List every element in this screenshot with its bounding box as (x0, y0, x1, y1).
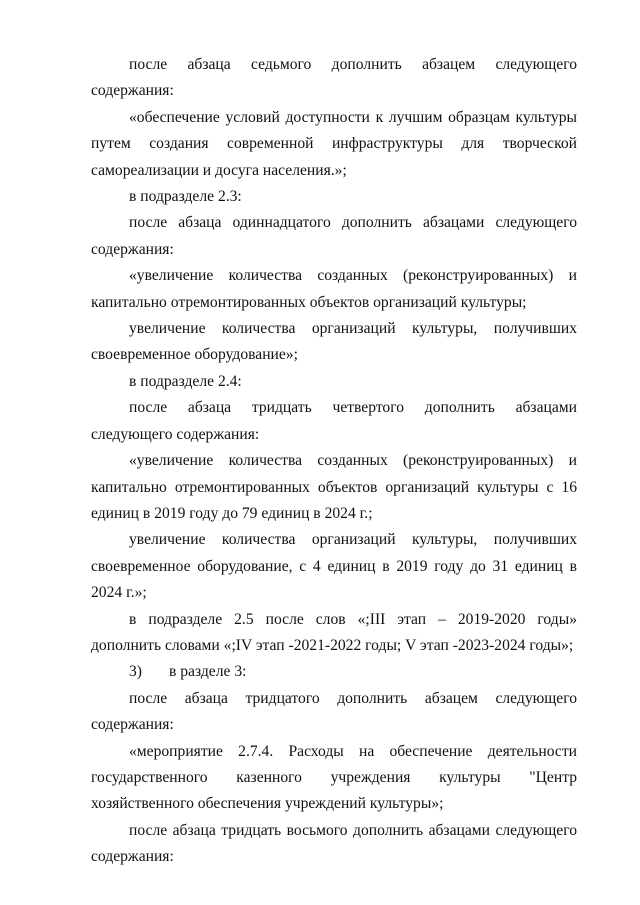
paragraph-8: после абзаца тридцать четвертого дополнить абзацами следующего содержания: (91, 399, 577, 443)
list-item-3 (91, 659, 577, 685)
paragraph-13: «мероприятие 2.7.4. Расходы на обеспечение деятельности государственного казенного учреждения культуры "Центр хозяйственного обеспечения учреждений культуры»; (91, 742, 577, 813)
paragraph-3: в подразделе 2.3: (129, 188, 242, 206)
list-item-text: в разделе 3: (169, 663, 247, 681)
paragraph-11: в подразделе 2.5 после слов «;III этап – 2019-2020 годы» дополнить словами «;IV этап -2021-2022 годы; V этап -2023-2024 годы»; (91, 610, 577, 654)
paragraph-2: «обеспечение условий доступности к лучшим образцам культуры путем создания современной инфраструктуры для творческой самореализации и досуга населения.»; (91, 108, 577, 179)
paragraph-9: «увеличение количества созданных (реконструированных) и капитально отремонтированных объектов организаций культуры с 16 единиц в 2019 году до 79 единиц в 2024 г.; (91, 452, 577, 522)
paragraph-7: в подразделе 2.4: (129, 372, 242, 390)
paragraph-6: увеличение количества организаций культуры, получивших своевременное оборудование»; (91, 320, 577, 364)
paragraph-4: после абзаца одиннадцатого дополнить абзацами следующего содержания: (91, 214, 577, 258)
list-item-number: 3) (129, 663, 142, 681)
document-body (91, 52, 577, 871)
paragraph-1: после абзаца седьмого дополнить абзацем следующего содержания: (91, 56, 577, 100)
paragraph-12: после абзаца тридцатого дополнить абзацем следующего содержания: (91, 689, 577, 734)
paragraph-14: после абзаца тридцать восьмого дополнить абзацами следующего содержания: (91, 821, 577, 866)
paragraph-5: «увеличение количества созданных (реконструированных) и капитально отремонтированных объектов организаций культуры; (91, 267, 577, 311)
paragraph-10: увеличение количества организаций культуры, получивших своевременное оборудование, с 4 единиц в 2019 году до 31 единиц в 2024 г.»; (91, 531, 577, 602)
